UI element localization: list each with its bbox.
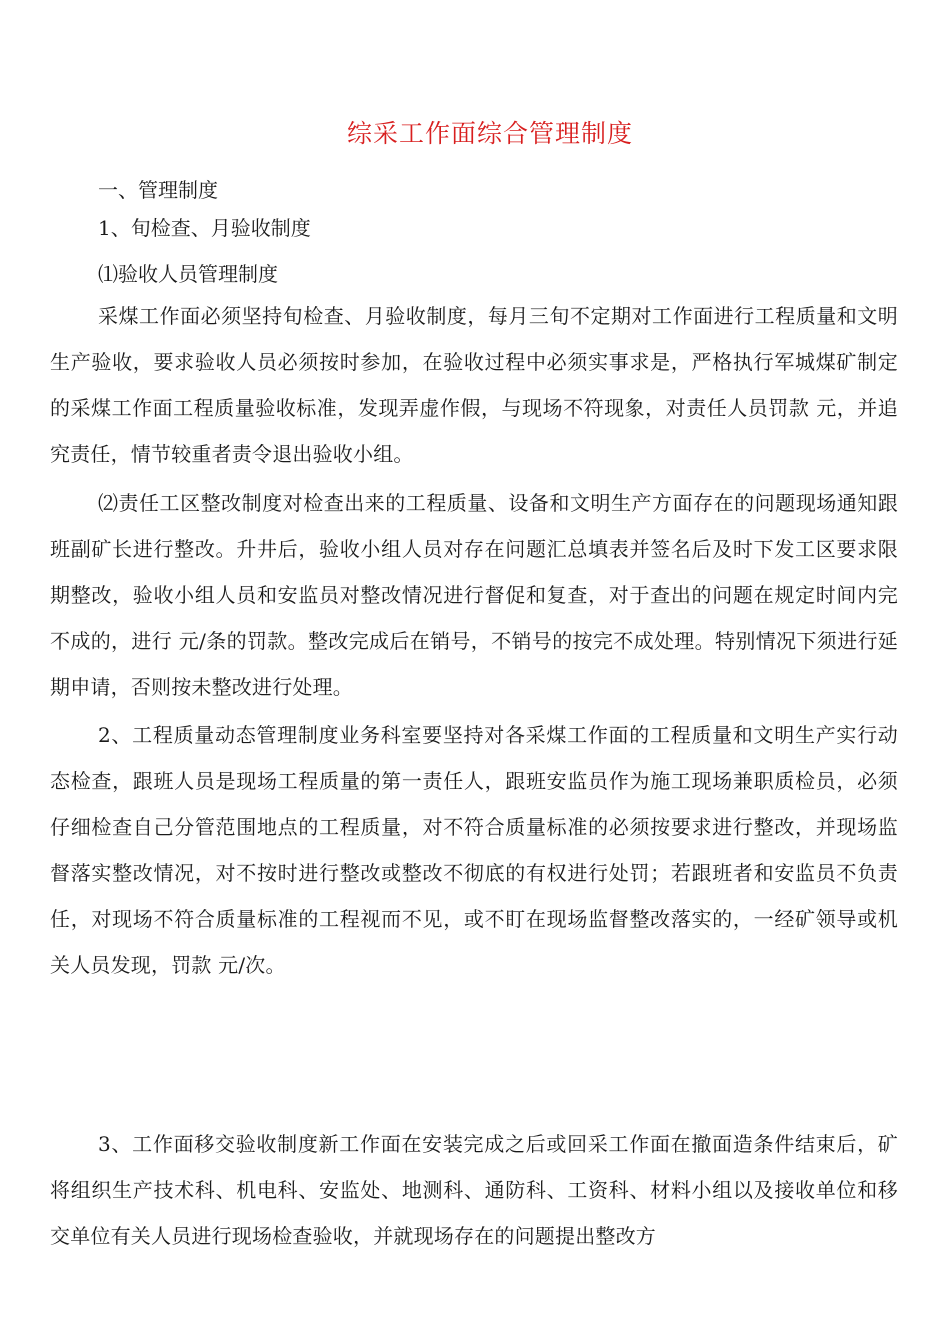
subsection-heading: 1、旬检查、月验收制度 — [98, 216, 311, 240]
paragraph-acceptance-staff: 采煤工作面必须坚持旬检查、月验收制度，每月三旬不定期对工作面进行工程质量和文明生产验收，要求验收人员必须按时参加，在验收过程中必须实事求是，严格执行军城煤矿制定的采煤工作面工程质量验收标准，发现弄虚作假，与现场不符现象，对责任人员罚款 元，并追究责任，情节较重者责令退出验收小组。 — [50, 304, 898, 466]
item-heading: ⑴验收人员管理制度 — [98, 262, 278, 286]
section-heading: 一、管理制度 — [98, 178, 218, 202]
paragraph-rectification: ⑵责任工区整改制度对检查出来的工程质量、设备和文明生产方面存在的问题现场通知跟班副矿长进行整改。升井后，验收小组人员对存在问题汇总填表并签名后及时下发工区要求限期整改，验收小组人员和安监员对整改情况进行督促和复查，对于查出的问题在规定时间内完不成的，进行 元/条的罚款。整改完成后在销号，不销号的按完不成处理。特别情况下须进行延期申请，否则按未整改进行处理。 — [50, 491, 898, 699]
document-title: 综采工作面综合管理制度 — [346, 119, 633, 148]
paragraph-handover-acceptance: 3、工作面移交验收制度新工作面在安装完成之后或回采工作面在撤面造条件结束后，矿将组织生产技术科、机电科、安监处、地测科、通防科、工资科、材料小组以及接收单位和移交单位有关人员进行现场检查验收，并就现场存在的问题提出整改方 — [50, 1132, 898, 1248]
paragraph-dynamic-management: 2、工程质量动态管理制度业务科室要坚持对各采煤工作面的工程质量和文明生产实行动态检查，跟班人员是现场工程质量的第一责任人，跟班安监员作为施工现场兼职质检员，必须仔细检查自己分管范围地点的工程质量，对不符合质量标准的必须按要求进行整改，并现场监督落实整改情况，对不按时进行整改或整改不彻底的有权进行处罚；若跟班者和安监员不负责任，对现场不符合质量标准的工程视而不见，或不盯在现场监督整改落实的，一经矿领导或机关人员发现，罚款 元/次。 — [50, 723, 898, 977]
